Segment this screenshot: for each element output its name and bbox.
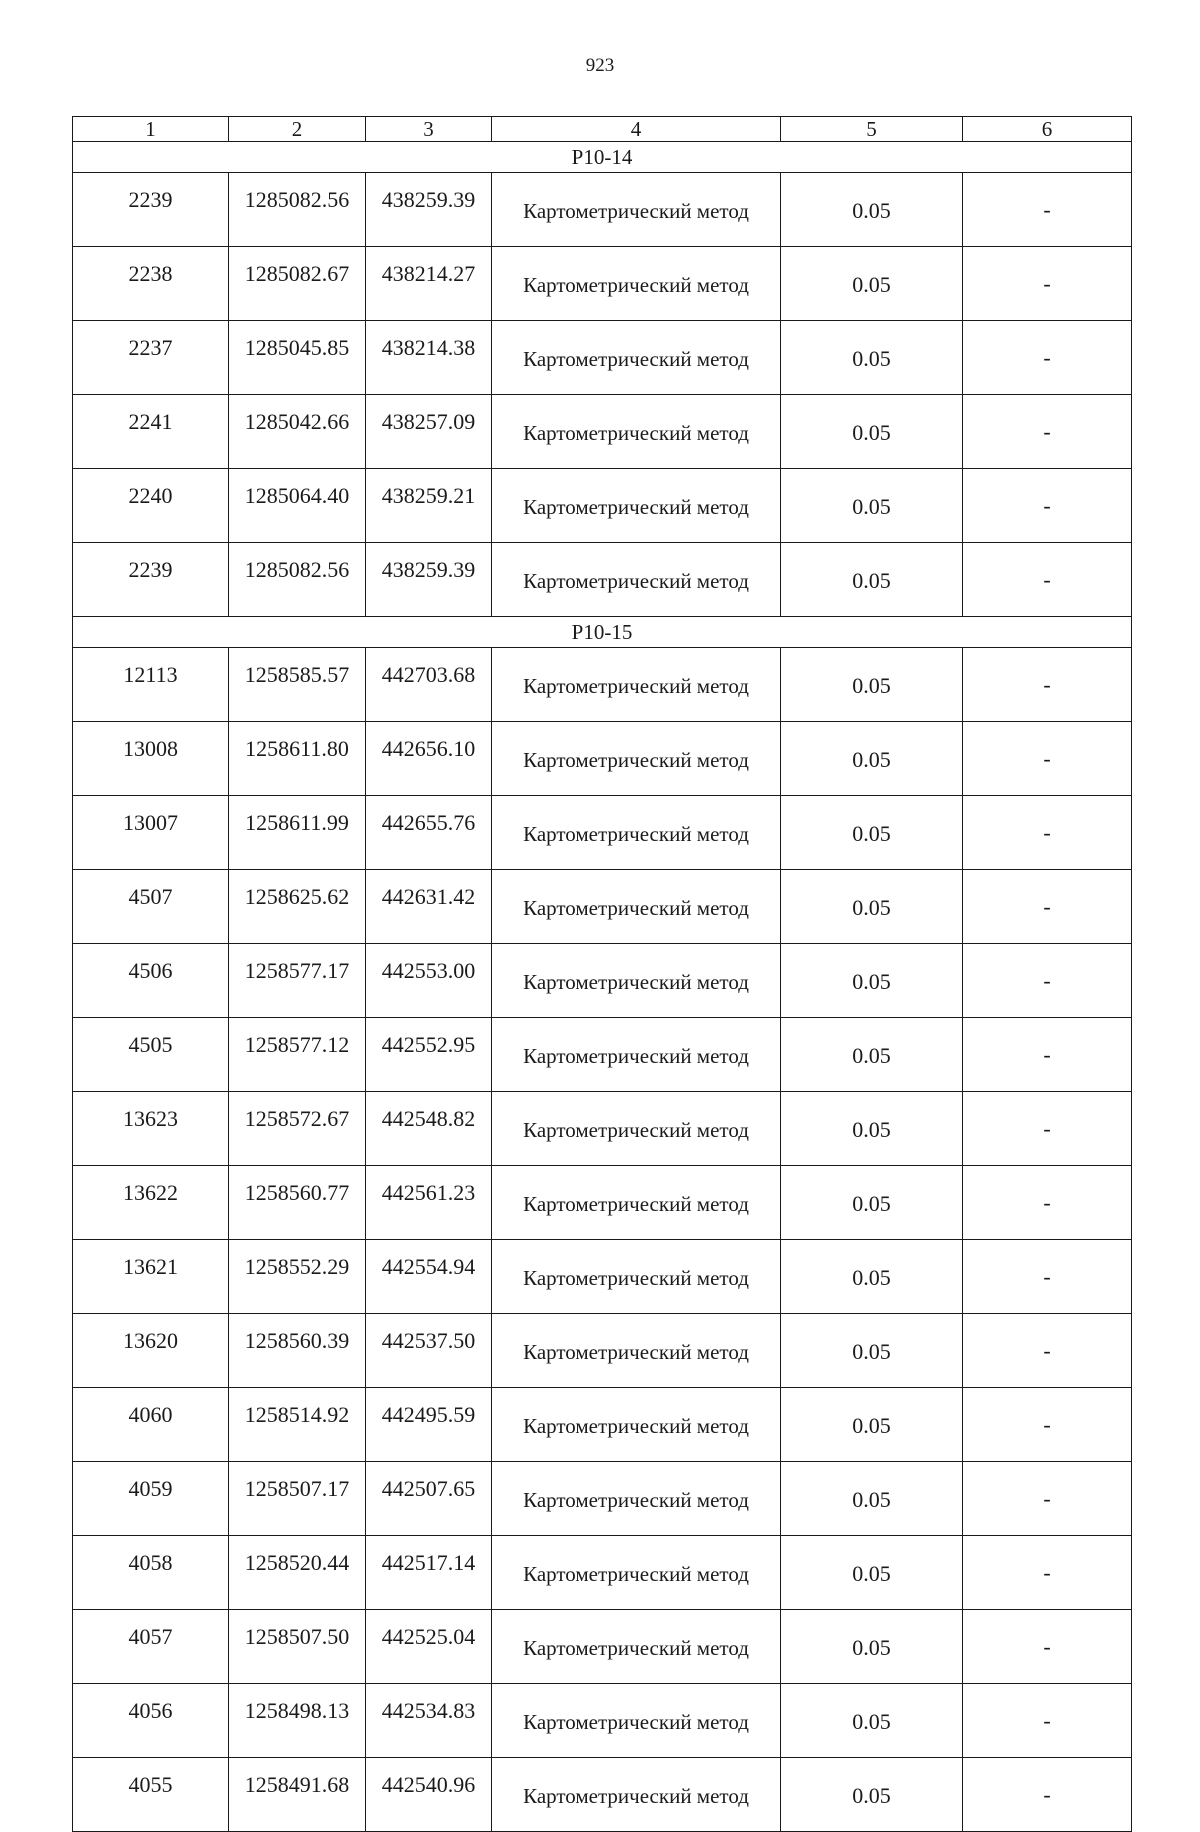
note-cell: - [963, 247, 1132, 321]
y-coordinate-cell: 438214.38 [366, 321, 492, 395]
x-coordinate-cell: 1258514.92 [229, 1388, 366, 1462]
point-number-cell: 13623 [73, 1092, 229, 1166]
x-coordinate-cell: 1258520.44 [229, 1536, 366, 1610]
precision-cell: 0.05 [781, 1092, 963, 1166]
method-cell: Картометрический метод [492, 469, 781, 543]
section-header-row [73, 142, 1132, 173]
x-coordinate-cell: 1258491.68 [229, 1758, 366, 1832]
x-coordinate-cell: 1285064.40 [229, 469, 366, 543]
method-cell: Картометрический метод [492, 1684, 781, 1758]
note-cell: - [963, 722, 1132, 796]
y-coordinate-cell: 438257.09 [366, 395, 492, 469]
method-cell: Картометрический метод [492, 321, 781, 395]
method-cell: Картометрический метод [492, 1240, 781, 1314]
x-coordinate-cell: 1258611.80 [229, 722, 366, 796]
method-cell: Картометрический метод [492, 1166, 781, 1240]
note-cell: - [963, 870, 1132, 944]
table-row [73, 1610, 1132, 1684]
note-cell: - [963, 1462, 1132, 1536]
point-number-cell: 2241 [73, 395, 229, 469]
method-cell: Картометрический метод [492, 247, 781, 321]
x-coordinate-cell: 1258560.39 [229, 1314, 366, 1388]
precision-cell: 0.05 [781, 1388, 963, 1462]
point-number-cell: 4506 [73, 944, 229, 1018]
x-coordinate-cell: 1258577.12 [229, 1018, 366, 1092]
precision-cell: 0.05 [781, 944, 963, 1018]
precision-cell: 0.05 [781, 395, 963, 469]
y-coordinate-cell: 438259.39 [366, 543, 492, 617]
point-number-cell: 4057 [73, 1610, 229, 1684]
y-coordinate-cell: 442540.96 [366, 1758, 492, 1832]
point-number-cell: 2238 [73, 247, 229, 321]
precision-cell: 0.05 [781, 1240, 963, 1314]
y-coordinate-cell: 442537.50 [366, 1314, 492, 1388]
y-coordinate-cell: 442631.42 [366, 870, 492, 944]
y-coordinate-cell: 442507.65 [366, 1462, 492, 1536]
point-number-cell: 13007 [73, 796, 229, 870]
method-cell: Картометрический метод [492, 722, 781, 796]
note-cell: - [963, 1314, 1132, 1388]
point-number-cell: 12113 [73, 648, 229, 722]
note-cell: - [963, 1166, 1132, 1240]
x-coordinate-cell: 1285045.85 [229, 321, 366, 395]
point-number-cell: 4059 [73, 1462, 229, 1536]
column-number: 4 [492, 117, 781, 142]
y-coordinate-cell: 438259.39 [366, 173, 492, 247]
note-cell: - [963, 1684, 1132, 1758]
method-cell: Картометрический метод [492, 1536, 781, 1610]
point-number-cell: 13621 [73, 1240, 229, 1314]
note-cell: - [963, 1240, 1132, 1314]
method-cell: Картометрический метод [492, 173, 781, 247]
coordinates-table-body [73, 117, 1132, 1832]
section-header-row [73, 617, 1132, 648]
point-number-cell: 4060 [73, 1388, 229, 1462]
table-row [73, 1388, 1132, 1462]
note-cell: - [963, 469, 1132, 543]
coordinates-table [72, 116, 1132, 1832]
y-coordinate-cell: 442553.00 [366, 944, 492, 1018]
note-cell: - [963, 1536, 1132, 1610]
note-cell: - [963, 1092, 1132, 1166]
method-cell: Картометрический метод [492, 1388, 781, 1462]
precision-cell: 0.05 [781, 1758, 963, 1832]
precision-cell: 0.05 [781, 1536, 963, 1610]
point-number-cell: 2237 [73, 321, 229, 395]
x-coordinate-cell: 1258552.29 [229, 1240, 366, 1314]
precision-cell: 0.05 [781, 1166, 963, 1240]
note-cell: - [963, 173, 1132, 247]
table-row [73, 648, 1132, 722]
precision-cell: 0.05 [781, 1684, 963, 1758]
table-row [73, 1092, 1132, 1166]
table-row [73, 1758, 1132, 1832]
precision-cell: 0.05 [781, 1610, 963, 1684]
x-coordinate-cell: 1258498.13 [229, 1684, 366, 1758]
table-row [73, 722, 1132, 796]
note-cell: - [963, 543, 1132, 617]
x-coordinate-cell: 1258572.67 [229, 1092, 366, 1166]
y-coordinate-cell: 442552.95 [366, 1018, 492, 1092]
table-row [73, 1684, 1132, 1758]
point-number-cell: 2240 [73, 469, 229, 543]
precision-cell: 0.05 [781, 247, 963, 321]
method-cell: Картометрический метод [492, 1758, 781, 1832]
column-number: 5 [781, 117, 963, 142]
precision-cell: 0.05 [781, 648, 963, 722]
note-cell: - [963, 1388, 1132, 1462]
x-coordinate-cell: 1258507.17 [229, 1462, 366, 1536]
x-coordinate-cell: 1258577.17 [229, 944, 366, 1018]
point-number-cell: 13008 [73, 722, 229, 796]
x-coordinate-cell: 1285082.56 [229, 173, 366, 247]
method-cell: Картометрический метод [492, 870, 781, 944]
y-coordinate-cell: 442517.14 [366, 1536, 492, 1610]
note-cell: - [963, 1610, 1132, 1684]
point-number-cell: 4505 [73, 1018, 229, 1092]
method-cell: Картометрический метод [492, 648, 781, 722]
method-cell: Картометрический метод [492, 796, 781, 870]
precision-cell: 0.05 [781, 1314, 963, 1388]
point-number-cell: 4058 [73, 1536, 229, 1610]
table-row [73, 796, 1132, 870]
x-coordinate-cell: 1258585.57 [229, 648, 366, 722]
table-row [73, 543, 1132, 617]
precision-cell: 0.05 [781, 1018, 963, 1092]
column-number: 3 [366, 117, 492, 142]
table-row [73, 247, 1132, 321]
note-cell: - [963, 944, 1132, 1018]
section-title: Р10-14 [73, 142, 1132, 173]
note-cell: - [963, 796, 1132, 870]
method-cell: Картометрический метод [492, 543, 781, 617]
note-cell: - [963, 1018, 1132, 1092]
note-cell: - [963, 395, 1132, 469]
point-number-cell: 4056 [73, 1684, 229, 1758]
x-coordinate-cell: 1258611.99 [229, 796, 366, 870]
column-number: 6 [963, 117, 1132, 142]
point-number-cell: 2239 [73, 543, 229, 617]
point-number-cell: 13620 [73, 1314, 229, 1388]
y-coordinate-cell: 438259.21 [366, 469, 492, 543]
column-number: 1 [73, 117, 229, 142]
table-row [73, 469, 1132, 543]
column-number: 2 [229, 117, 366, 142]
x-coordinate-cell: 1285082.67 [229, 247, 366, 321]
x-coordinate-cell: 1258625.62 [229, 870, 366, 944]
y-coordinate-cell: 442703.68 [366, 648, 492, 722]
table-row [73, 1314, 1132, 1388]
section-title: Р10-15 [73, 617, 1132, 648]
note-cell: - [963, 321, 1132, 395]
method-cell: Картометрический метод [492, 1092, 781, 1166]
note-cell: - [963, 1758, 1132, 1832]
method-cell: Картометрический метод [492, 1462, 781, 1536]
precision-cell: 0.05 [781, 796, 963, 870]
y-coordinate-cell: 442554.94 [366, 1240, 492, 1314]
x-coordinate-cell: 1258507.50 [229, 1610, 366, 1684]
column-number-row [73, 117, 1132, 142]
method-cell: Картометрический метод [492, 944, 781, 1018]
x-coordinate-cell: 1258560.77 [229, 1166, 366, 1240]
y-coordinate-cell: 442656.10 [366, 722, 492, 796]
table-row [73, 173, 1132, 247]
precision-cell: 0.05 [781, 722, 963, 796]
x-coordinate-cell: 1285042.66 [229, 395, 366, 469]
table-row [73, 1536, 1132, 1610]
table-row [73, 1462, 1132, 1536]
point-number-cell: 4055 [73, 1758, 229, 1832]
table-row [73, 321, 1132, 395]
y-coordinate-cell: 442534.83 [366, 1684, 492, 1758]
y-coordinate-cell: 442548.82 [366, 1092, 492, 1166]
method-cell: Картометрический метод [492, 395, 781, 469]
table-row [73, 944, 1132, 1018]
y-coordinate-cell: 438214.27 [366, 247, 492, 321]
precision-cell: 0.05 [781, 870, 963, 944]
method-cell: Картометрический метод [492, 1018, 781, 1092]
table-row [73, 1240, 1132, 1314]
y-coordinate-cell: 442495.59 [366, 1388, 492, 1462]
precision-cell: 0.05 [781, 1462, 963, 1536]
y-coordinate-cell: 442655.76 [366, 796, 492, 870]
point-number-cell: 13622 [73, 1166, 229, 1240]
x-coordinate-cell: 1285082.56 [229, 543, 366, 617]
table-row [73, 395, 1132, 469]
precision-cell: 0.05 [781, 469, 963, 543]
y-coordinate-cell: 442525.04 [366, 1610, 492, 1684]
precision-cell: 0.05 [781, 321, 963, 395]
table-row [73, 1166, 1132, 1240]
table-row [73, 1018, 1132, 1092]
precision-cell: 0.05 [781, 543, 963, 617]
precision-cell: 0.05 [781, 173, 963, 247]
y-coordinate-cell: 442561.23 [366, 1166, 492, 1240]
page-number: 923 [585, 55, 615, 76]
point-number-cell: 2239 [73, 173, 229, 247]
method-cell: Картометрический метод [492, 1314, 781, 1388]
point-number-cell: 4507 [73, 870, 229, 944]
table-row [73, 870, 1132, 944]
note-cell: - [963, 648, 1132, 722]
method-cell: Картометрический метод [492, 1610, 781, 1684]
